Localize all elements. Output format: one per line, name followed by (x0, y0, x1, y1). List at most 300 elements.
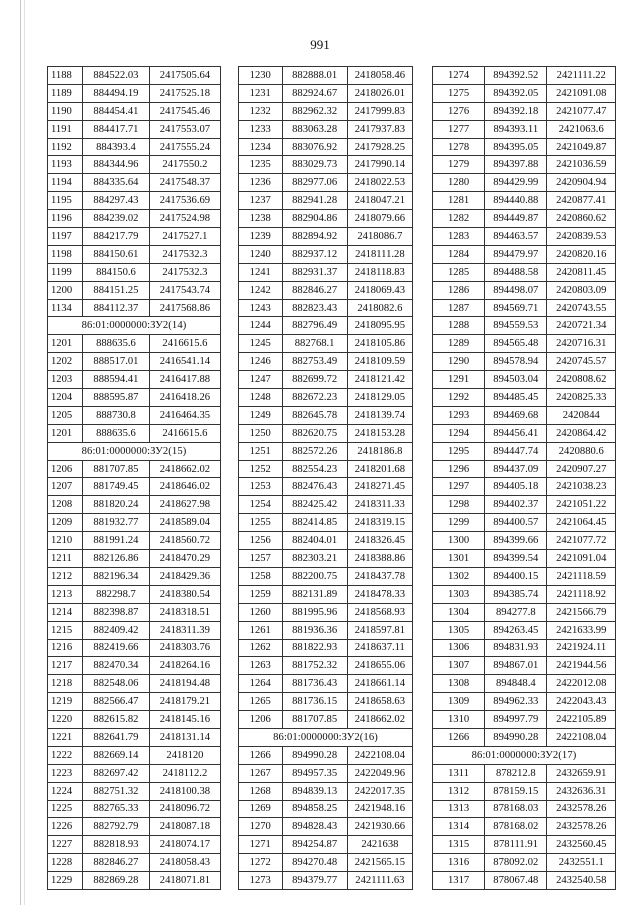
y-coordinate-cell: 2417550.2 (149, 156, 220, 174)
point-number-cell: 1256 (239, 532, 283, 550)
y-coordinate-cell: 2418661.14 (347, 675, 412, 693)
coordinates-table-column-1 (47, 66, 221, 890)
point-number-cell: 1267 (239, 764, 283, 782)
x-coordinate-cell: 882792.79 (83, 818, 150, 836)
table-row (239, 711, 413, 729)
x-coordinate-cell: 894488.58 (485, 263, 547, 281)
y-coordinate-cell: 2416615.6 (149, 424, 220, 442)
point-number-cell: 1308 (433, 675, 485, 693)
y-coordinate-cell: 2421948.16 (347, 800, 412, 818)
y-coordinate-cell: 2417990.14 (347, 156, 412, 174)
point-number-cell: 1206 (239, 711, 283, 729)
point-number-cell: 1280 (433, 174, 485, 192)
y-coordinate-cell: 2420745.57 (547, 353, 616, 371)
point-number-cell: 1240 (239, 245, 283, 263)
table-row (48, 836, 221, 854)
y-coordinate-cell: 2421633.99 (547, 621, 616, 639)
section-header-row (48, 442, 221, 460)
y-coordinate-cell: 2417536.69 (149, 192, 220, 210)
y-coordinate-cell: 2417532.3 (149, 245, 220, 263)
table-row (48, 657, 221, 675)
table-row (239, 156, 413, 174)
y-coordinate-cell: 2418662.02 (149, 460, 220, 478)
x-coordinate-cell: 894402.37 (485, 496, 547, 514)
table-row (48, 764, 221, 782)
point-number-cell: 1239 (239, 228, 283, 246)
table-row (433, 603, 616, 621)
x-coordinate-cell: 882894.92 (282, 228, 347, 246)
table-row (433, 138, 616, 156)
y-coordinate-cell: 2417524.98 (149, 210, 220, 228)
y-coordinate-cell: 2418109.59 (347, 353, 412, 371)
point-number-cell: 1224 (48, 782, 83, 800)
point-number-cell: 1277 (433, 120, 485, 138)
table-row (48, 818, 221, 836)
point-number-cell: 1201 (48, 335, 83, 353)
point-number-cell: 1291 (433, 371, 485, 389)
table-row (239, 550, 413, 568)
table-row (239, 567, 413, 585)
x-coordinate-cell: 884239.02 (83, 210, 150, 228)
table-row (48, 335, 221, 353)
table-row (239, 782, 413, 800)
point-number-cell: 1197 (48, 228, 83, 246)
table-row (433, 245, 616, 263)
point-number-cell: 1192 (48, 138, 83, 156)
table-row (433, 872, 616, 890)
x-coordinate-cell: 881822.93 (282, 639, 347, 657)
x-coordinate-cell: 894392.52 (485, 67, 547, 85)
x-coordinate-cell: 894429.99 (485, 174, 547, 192)
point-number-cell: 1310 (433, 711, 485, 729)
table-row (239, 317, 413, 335)
point-number-cell: 1302 (433, 567, 485, 585)
point-number-cell: 1259 (239, 585, 283, 603)
y-coordinate-cell: 2417553.07 (149, 120, 220, 138)
y-coordinate-cell: 2417937.83 (347, 120, 412, 138)
y-coordinate-cell: 2418129.05 (347, 389, 412, 407)
y-coordinate-cell: 2418646.02 (149, 478, 220, 496)
y-coordinate-cell: 2421051.22 (547, 496, 616, 514)
table-row (48, 532, 221, 550)
table-row (239, 800, 413, 818)
y-coordinate-cell: 2417525.18 (149, 84, 220, 102)
y-coordinate-cell: 2418111.28 (347, 245, 412, 263)
x-coordinate-cell: 894379.77 (282, 872, 347, 890)
y-coordinate-cell: 2418194.48 (149, 675, 220, 693)
table-row (48, 728, 221, 746)
table-row (48, 496, 221, 514)
x-coordinate-cell: 894392.05 (485, 84, 547, 102)
table-row (239, 102, 413, 120)
y-coordinate-cell: 2420820.16 (547, 245, 616, 263)
y-coordinate-cell: 2417928.25 (347, 138, 412, 156)
point-number-cell: 1255 (239, 514, 283, 532)
point-number-cell: 1249 (239, 406, 283, 424)
point-number-cell: 1199 (48, 263, 83, 281)
table-row (433, 621, 616, 639)
x-coordinate-cell: 894848.4 (485, 675, 547, 693)
point-number-cell: 1266 (433, 728, 485, 746)
point-number-cell: 1283 (433, 228, 485, 246)
y-coordinate-cell: 2421566.79 (547, 603, 616, 621)
x-coordinate-cell: 894270.48 (282, 854, 347, 872)
table-row (433, 675, 616, 693)
point-number-cell: 1311 (433, 764, 485, 782)
x-coordinate-cell: 883063.28 (282, 120, 347, 138)
table-row (239, 693, 413, 711)
point-number-cell: 1205 (48, 406, 83, 424)
x-coordinate-cell: 882768.1 (282, 335, 347, 353)
point-number-cell: 1285 (433, 263, 485, 281)
point-number-cell: 1299 (433, 514, 485, 532)
x-coordinate-cell: 882796.49 (282, 317, 347, 335)
x-coordinate-cell: 881736.43 (282, 675, 347, 693)
x-coordinate-cell: 884217.79 (83, 228, 150, 246)
table-row (433, 228, 616, 246)
y-coordinate-cell: 2418120 (149, 746, 220, 764)
x-coordinate-cell: 882977.06 (282, 174, 347, 192)
y-coordinate-cell: 2418311.39 (149, 621, 220, 639)
x-coordinate-cell: 881932.77 (83, 514, 150, 532)
table-row (433, 335, 616, 353)
table-row (48, 711, 221, 729)
y-coordinate-cell: 2418662.02 (347, 711, 412, 729)
x-coordinate-cell: 882126.86 (83, 550, 150, 568)
x-coordinate-cell: 884335.64 (83, 174, 150, 192)
point-number-cell: 1191 (48, 120, 83, 138)
x-coordinate-cell: 878111.91 (485, 836, 547, 854)
point-number-cell: 1274 (433, 67, 485, 85)
x-coordinate-cell: 878212.8 (485, 764, 547, 782)
table-row (433, 67, 616, 85)
y-coordinate-cell: 2421118.59 (547, 567, 616, 585)
y-coordinate-cell: 2420716.31 (547, 335, 616, 353)
table-row (48, 639, 221, 657)
point-number-cell: 1221 (48, 728, 83, 746)
point-number-cell: 1207 (48, 478, 83, 496)
x-coordinate-cell: 882869.28 (83, 872, 150, 890)
y-coordinate-cell: 2418069.43 (347, 281, 412, 299)
point-number-cell: 1203 (48, 371, 83, 389)
table-row (239, 585, 413, 603)
x-coordinate-cell: 882303.21 (282, 550, 347, 568)
table-row (433, 156, 616, 174)
x-coordinate-cell: 882645.78 (282, 406, 347, 424)
point-number-cell: 1275 (433, 84, 485, 102)
y-coordinate-cell: 2421111.22 (547, 67, 616, 85)
table-row (239, 406, 413, 424)
binding-edge-line (24, 0, 25, 905)
x-coordinate-cell: 894400.15 (485, 567, 547, 585)
point-number-cell: 1312 (433, 782, 485, 800)
point-number-cell: 1230 (239, 67, 283, 85)
y-coordinate-cell: 2421944.56 (547, 657, 616, 675)
y-coordinate-cell: 2432659.91 (547, 764, 616, 782)
point-number-cell: 1242 (239, 281, 283, 299)
x-coordinate-cell: 888594.41 (83, 371, 150, 389)
point-number-cell: 1194 (48, 174, 83, 192)
y-coordinate-cell: 2418096.72 (149, 800, 220, 818)
table-row (239, 174, 413, 192)
x-coordinate-cell: 882941.28 (282, 192, 347, 210)
point-number-cell: 1218 (48, 675, 83, 693)
x-coordinate-cell: 884297.43 (83, 192, 150, 210)
x-coordinate-cell: 884494.19 (83, 84, 150, 102)
x-coordinate-cell: 884522.03 (83, 67, 150, 85)
point-number-cell: 1210 (48, 532, 83, 550)
y-coordinate-cell: 2418311.33 (347, 496, 412, 514)
point-number-cell: 1206 (48, 460, 83, 478)
x-coordinate-cell: 894449.87 (485, 210, 547, 228)
table-row (48, 353, 221, 371)
point-number-cell: 1282 (433, 210, 485, 228)
point-number-cell: 1315 (433, 836, 485, 854)
table-row (239, 460, 413, 478)
table-row (48, 621, 221, 639)
y-coordinate-cell: 2418186.8 (347, 442, 412, 460)
y-coordinate-cell: 2421118.92 (547, 585, 616, 603)
x-coordinate-cell: 894962.33 (485, 693, 547, 711)
point-number-cell: 1195 (48, 192, 83, 210)
x-coordinate-cell: 882931.37 (282, 263, 347, 281)
y-coordinate-cell: 2418597.81 (347, 621, 412, 639)
y-coordinate-cell: 2418380.54 (149, 585, 220, 603)
y-coordinate-cell: 2422049.96 (347, 764, 412, 782)
point-number-cell: 1313 (433, 800, 485, 818)
point-number-cell: 1273 (239, 872, 283, 890)
table-row (433, 657, 616, 675)
table-row (48, 192, 221, 210)
x-coordinate-cell: 882566.47 (83, 693, 150, 711)
point-number-cell: 1272 (239, 854, 283, 872)
point-number-cell: 1252 (239, 460, 283, 478)
y-coordinate-cell: 2421111.63 (347, 872, 412, 890)
table-row (239, 424, 413, 442)
x-coordinate-cell: 882823.43 (282, 299, 347, 317)
table-row (239, 335, 413, 353)
point-number-cell: 1281 (433, 192, 485, 210)
y-coordinate-cell: 2417548.37 (149, 174, 220, 192)
point-number-cell: 1246 (239, 353, 283, 371)
y-coordinate-cell: 2421036.59 (547, 156, 616, 174)
table-row (48, 228, 221, 246)
x-coordinate-cell: 894399.66 (485, 532, 547, 550)
table-row (433, 764, 616, 782)
point-number-cell: 1234 (239, 138, 283, 156)
y-coordinate-cell: 2416418.26 (149, 389, 220, 407)
x-coordinate-cell: 884150.61 (83, 245, 150, 263)
point-number-cell: 1251 (239, 442, 283, 460)
x-coordinate-cell: 882131.89 (282, 585, 347, 603)
x-coordinate-cell: 894990.28 (485, 728, 547, 746)
table-row (239, 621, 413, 639)
x-coordinate-cell: 888595.87 (83, 389, 150, 407)
y-coordinate-cell: 2418118.83 (347, 263, 412, 281)
y-coordinate-cell: 2418058.43 (149, 854, 220, 872)
point-number-cell: 1279 (433, 156, 485, 174)
x-coordinate-cell: 881820.24 (83, 496, 150, 514)
table-row (48, 245, 221, 263)
x-coordinate-cell: 881749.45 (83, 478, 150, 496)
y-coordinate-cell: 2420803.09 (547, 281, 616, 299)
y-coordinate-cell: 2416464.35 (149, 406, 220, 424)
point-number-cell: 1276 (433, 102, 485, 120)
y-coordinate-cell: 2417505.64 (149, 67, 220, 85)
table-row (239, 603, 413, 621)
y-coordinate-cell: 2418131.14 (149, 728, 220, 746)
point-number-cell: 1193 (48, 156, 83, 174)
x-coordinate-cell: 882476.43 (282, 478, 347, 496)
y-coordinate-cell: 2418478.33 (347, 585, 412, 603)
point-number-cell: 1216 (48, 639, 83, 657)
y-coordinate-cell: 2420907.27 (547, 460, 616, 478)
y-coordinate-cell: 2418095.95 (347, 317, 412, 335)
point-number-cell: 1228 (48, 854, 83, 872)
point-number-cell: 1254 (239, 496, 283, 514)
section-cadastral-number: 86:01:0000000:ЗУ2(14) (48, 317, 221, 335)
table-row (48, 585, 221, 603)
table-row (433, 550, 616, 568)
section-header-row (239, 728, 413, 746)
x-coordinate-cell: 884344.96 (83, 156, 150, 174)
table-row (433, 389, 616, 407)
x-coordinate-cell: 884150.6 (83, 263, 150, 281)
point-number-cell: 1314 (433, 818, 485, 836)
table-row (239, 442, 413, 460)
table-row (239, 675, 413, 693)
x-coordinate-cell: 882846.27 (282, 281, 347, 299)
table-row (48, 478, 221, 496)
x-coordinate-cell: 894498.07 (485, 281, 547, 299)
point-number-cell: 1266 (239, 746, 283, 764)
x-coordinate-cell: 894485.45 (485, 389, 547, 407)
point-number-cell: 1250 (239, 424, 283, 442)
x-coordinate-cell: 881752.32 (282, 657, 347, 675)
x-coordinate-cell: 882196.34 (83, 567, 150, 585)
y-coordinate-cell: 2418658.63 (347, 693, 412, 711)
table-row (433, 210, 616, 228)
table-row (433, 514, 616, 532)
x-coordinate-cell: 894479.97 (485, 245, 547, 263)
section-cadastral-number: 86:01:0000000:ЗУ2(15) (48, 442, 221, 460)
x-coordinate-cell: 882818.93 (83, 836, 150, 854)
x-coordinate-cell: 888730.8 (83, 406, 150, 424)
x-coordinate-cell: 882846.27 (83, 854, 150, 872)
table-row (239, 210, 413, 228)
y-coordinate-cell: 2418145.16 (149, 711, 220, 729)
table-row (433, 567, 616, 585)
table-row (48, 84, 221, 102)
table-row (239, 746, 413, 764)
point-number-cell: 1289 (433, 335, 485, 353)
table-row (239, 84, 413, 102)
table-row (48, 263, 221, 281)
x-coordinate-cell: 882669.14 (83, 746, 150, 764)
y-coordinate-cell: 2421038.23 (547, 478, 616, 496)
table-row (433, 496, 616, 514)
x-coordinate-cell: 894440.88 (485, 192, 547, 210)
table-row (433, 192, 616, 210)
table-row (433, 693, 616, 711)
x-coordinate-cell: 881707.85 (282, 711, 347, 729)
point-number-cell: 1229 (48, 872, 83, 890)
table-row (239, 478, 413, 496)
y-coordinate-cell: 2418112.2 (149, 764, 220, 782)
table-row (433, 174, 616, 192)
table-row (239, 245, 413, 263)
table-row (48, 693, 221, 711)
x-coordinate-cell: 882697.42 (83, 764, 150, 782)
table-row (239, 872, 413, 890)
x-coordinate-cell: 883029.73 (282, 156, 347, 174)
y-coordinate-cell: 2420825.33 (547, 389, 616, 407)
x-coordinate-cell: 894456.41 (485, 424, 547, 442)
table-row (239, 854, 413, 872)
point-number-cell: 1258 (239, 567, 283, 585)
point-number-cell: 1223 (48, 764, 83, 782)
y-coordinate-cell: 2420839.53 (547, 228, 616, 246)
point-number-cell: 1213 (48, 585, 83, 603)
table-row (239, 496, 413, 514)
x-coordinate-cell: 894828.43 (282, 818, 347, 836)
table-row (433, 639, 616, 657)
y-coordinate-cell: 2418318.51 (149, 603, 220, 621)
y-coordinate-cell: 2416615.6 (149, 335, 220, 353)
point-number-cell: 1295 (433, 442, 485, 460)
point-number-cell: 1220 (48, 711, 83, 729)
x-coordinate-cell: 882554.23 (282, 460, 347, 478)
table-row (433, 818, 616, 836)
table-row (48, 746, 221, 764)
y-coordinate-cell: 2417555.24 (149, 138, 220, 156)
x-coordinate-cell: 894447.74 (485, 442, 547, 460)
point-number-cell: 1253 (239, 478, 283, 496)
y-coordinate-cell: 2418026.01 (347, 84, 412, 102)
x-coordinate-cell: 882937.12 (282, 245, 347, 263)
point-number-cell: 1238 (239, 210, 283, 228)
point-number-cell: 1211 (48, 550, 83, 568)
table-row (48, 514, 221, 532)
x-coordinate-cell: 882470.34 (83, 657, 150, 675)
y-coordinate-cell: 2420864.42 (547, 424, 616, 442)
y-coordinate-cell: 2418022.53 (347, 174, 412, 192)
point-number-cell: 1226 (48, 818, 83, 836)
y-coordinate-cell: 2421565.15 (347, 854, 412, 872)
table-row (239, 67, 413, 85)
x-coordinate-cell: 894437.09 (485, 460, 547, 478)
point-number-cell: 1247 (239, 371, 283, 389)
point-number-cell: 1241 (239, 263, 283, 281)
x-coordinate-cell: 884151.25 (83, 281, 150, 299)
y-coordinate-cell: 2417543.74 (149, 281, 220, 299)
table-row (433, 281, 616, 299)
point-number-cell: 1294 (433, 424, 485, 442)
x-coordinate-cell: 882699.72 (282, 371, 347, 389)
point-number-cell: 1188 (48, 67, 83, 85)
y-coordinate-cell: 2432540.58 (547, 872, 616, 890)
point-number-cell: 1287 (433, 299, 485, 317)
table-row (48, 67, 221, 85)
point-number-cell: 1134 (48, 299, 83, 317)
x-coordinate-cell: 888517.01 (83, 353, 150, 371)
point-number-cell: 1248 (239, 389, 283, 407)
x-coordinate-cell: 878168.03 (485, 800, 547, 818)
x-coordinate-cell: 894831.93 (485, 639, 547, 657)
table-row (433, 711, 616, 729)
y-coordinate-cell: 2421924.11 (547, 639, 616, 657)
point-number-cell: 1284 (433, 245, 485, 263)
